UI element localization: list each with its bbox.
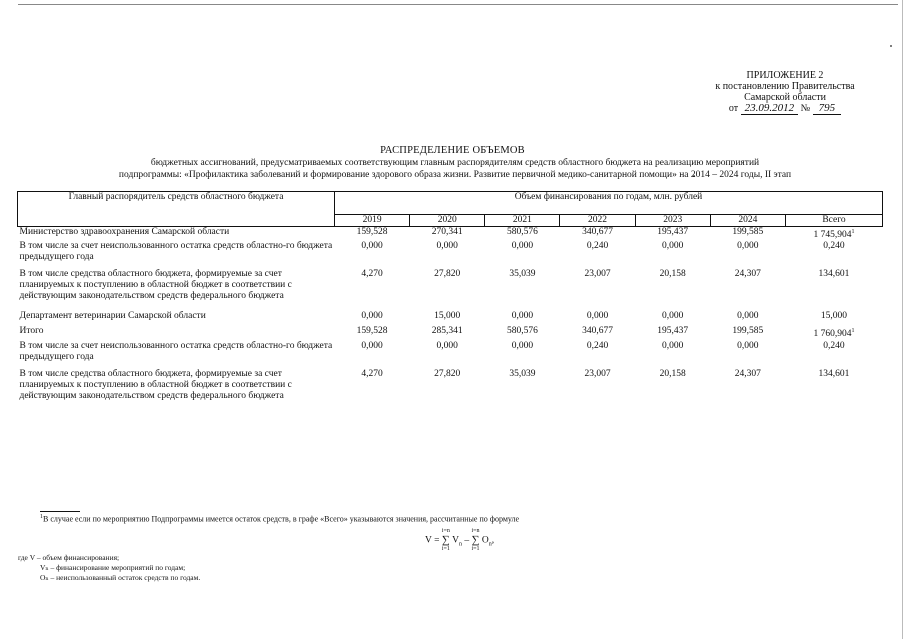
cell-value: 0,000 — [737, 241, 759, 252]
cell-value: 24,307 — [734, 269, 761, 280]
cell-value: 199,585 — [732, 326, 764, 337]
cell-value: 35,039 — [509, 269, 536, 280]
appendix-title: ПРИЛОЖЕНИЕ 2 — [746, 70, 824, 81]
sum-upper: i=n — [471, 528, 480, 534]
year-header: 2020 — [410, 215, 485, 227]
table-row — [18, 311, 883, 326]
term-v-sub: n — [458, 541, 462, 548]
sum-sign-1 — [442, 528, 450, 553]
total-header: Всего — [785, 215, 882, 227]
cell-value: 580,576 — [506, 227, 538, 237]
total-value: 1 745,904 — [813, 230, 852, 241]
formula-minus: – — [464, 535, 472, 546]
cell-value: 159,528 — [356, 326, 388, 337]
handwritten-number: 795 — [813, 102, 842, 115]
header-main-manager: Главный распорядитель средств областного бюджета — [18, 192, 335, 227]
footnote-ref: 1 — [851, 328, 855, 335]
legend-line-1: где V – объем финансирования; — [18, 553, 120, 562]
footnote-ref: 1 — [851, 229, 855, 235]
cell-value: 0,000 — [737, 311, 759, 322]
cell-value: 35,039 — [509, 369, 536, 380]
cell-value: 0,000 — [361, 241, 383, 252]
formula — [425, 528, 494, 553]
table-row — [18, 269, 883, 311]
cell-value: 23,007 — [584, 269, 611, 280]
cell-value: 0,000 — [737, 341, 759, 352]
header-funding: Объем финансирования по годам, млн. рублей — [335, 192, 883, 215]
subtitle-line-2: подпрограммы: «Профилактика заболеваний и формирование здорового образа жизни. Развитие первичной медико-санитарной помощи» на 2014 – 2024 годы, II этап — [118, 170, 792, 180]
cell-value: 0,000 — [662, 311, 684, 322]
formula-trail: , — [491, 535, 495, 546]
cell-value: 0,000 — [662, 341, 684, 352]
sum-symbol: ∑ — [441, 534, 450, 546]
row-label: В том числе средства областного бюджета, формируемые за счет планируемых к поступлению в областной бюджет в соответствии с действующим законодательством средств федерального бюджета — [19, 269, 292, 302]
cell-total: 15,000 — [820, 311, 848, 322]
cell-value: 340,677 — [582, 326, 613, 337]
document-title: РАСПРЕДЕЛЕНИЕ ОБЪЕМОВ — [380, 145, 525, 156]
appendix-resolution: к постановлению Правительства — [715, 81, 855, 92]
row-label: В том числе за счет неиспользованного остатка средств областно-го бюджета предыдущего года — [19, 341, 333, 363]
cell-value: 0,000 — [361, 341, 383, 352]
sum-lower: i=1 — [471, 546, 480, 552]
cell-total: 134,601 — [818, 269, 850, 280]
appendix-region: Самарской области — [744, 92, 826, 103]
cell-value: 199,585 — [732, 227, 764, 237]
cell-value: 20,158 — [659, 369, 686, 380]
row-label: Итого — [19, 326, 44, 337]
scan-right-edge — [902, 0, 903, 639]
cell-total: 0,240 — [823, 341, 845, 352]
cell-value: 27,820 — [434, 269, 461, 280]
number-prefix: № — [800, 103, 811, 114]
year-header: 2022 — [560, 215, 635, 227]
year-header: 2024 — [710, 215, 785, 227]
row-label: Министерство здравоохранения Самарской области — [19, 227, 230, 237]
cell-total: 134,601 — [818, 369, 850, 380]
term-o: O — [481, 535, 489, 546]
cell-value: 20,158 — [659, 269, 686, 280]
term-o-sub: n — [488, 541, 492, 548]
cell-value: 0,240 — [586, 241, 609, 252]
cell-value: 340,677 — [582, 227, 613, 237]
cell-total — [785, 227, 882, 242]
cell-total — [785, 326, 882, 341]
cell-value: 195,437 — [657, 227, 689, 237]
cell-value: 0,000 — [511, 241, 534, 252]
sum-upper: i=n — [441, 528, 450, 534]
row-label: В том числе средства областного бюджета, формируемые за счет планируемых к поступлению в областной бюджет в соответствии с действующим законодательством средств федерального бюджета — [19, 369, 292, 402]
cell-value: 4,270 — [361, 269, 383, 280]
cell-value: 270,341 — [431, 227, 463, 237]
year-header: 2023 — [635, 215, 710, 227]
cell-value: 27,820 — [434, 369, 461, 380]
footnote-mark: 1 — [40, 514, 43, 520]
footnote-body: В случае если по мероприятию Подпрограммы имеется остаток средств, в графе «Всего» указываются значения, рассчитанные по формуле — [43, 514, 520, 524]
cell-value: 4,270 — [361, 369, 383, 380]
cell-value: 23,007 — [584, 369, 611, 380]
cell-value: 0,000 — [662, 241, 684, 252]
document-subtitle — [20, 157, 890, 181]
scan-speck — [890, 45, 892, 47]
legend-line-3: Oₙ – неиспользованный остаток средств по годам. — [40, 573, 201, 582]
table-row-total — [18, 326, 883, 341]
subtitle-line-1: бюджетных ассигнований, предусматриваемых соответствующим главным распорядителям средств областного бюджета на реализацию мероприятий — [150, 158, 760, 168]
sum-lower: i=1 — [441, 546, 450, 552]
cell-value: 285,341 — [431, 326, 463, 337]
row-label: В том числе за счет неиспользованного остатка средств областно-го бюджета предыдущего года — [19, 241, 333, 263]
cell-value: 0,000 — [436, 341, 458, 352]
handwritten-date: 23.09.2012 — [741, 102, 799, 115]
cell-value: 15,000 — [434, 311, 461, 322]
footnote-rule — [40, 511, 80, 512]
year-header: 2021 — [485, 215, 560, 227]
cell-value: 0,000 — [361, 311, 383, 322]
formula-lhs: V = — [425, 535, 442, 546]
date-prefix: от — [728, 103, 739, 114]
scan-top-border — [18, 4, 898, 5]
cell-value: 0,000 — [586, 311, 609, 322]
legend-line-2: Vₙ – финансирование мероприятий по годам; — [40, 563, 186, 572]
cell-value: 0,000 — [511, 311, 534, 322]
cell-value: 195,437 — [657, 326, 689, 337]
row-label: Департамент ветеринарии Самарской области — [19, 311, 206, 322]
sum-symbol: ∑ — [471, 534, 480, 546]
sum-sign-2 — [471, 528, 479, 553]
term-v: V — [452, 535, 459, 546]
cell-value: 580,576 — [506, 326, 538, 337]
appendix-block — [700, 70, 870, 114]
total-value: 1 760,904 — [813, 329, 852, 340]
cell-value: 24,307 — [734, 369, 761, 380]
year-header: 2019 — [335, 215, 410, 227]
cell-value: 159,528 — [356, 227, 388, 237]
table-row — [18, 341, 883, 369]
appendix-date-line — [700, 103, 870, 114]
cell-total: 0,240 — [823, 241, 845, 252]
footnote-text — [40, 514, 519, 524]
cell-value: 0,000 — [511, 341, 534, 352]
table-row — [18, 241, 883, 269]
table-row — [18, 369, 883, 411]
table-row — [18, 227, 883, 242]
funding-table — [17, 191, 883, 411]
cell-value: 0,240 — [586, 341, 609, 352]
cell-value: 0,000 — [436, 241, 458, 252]
